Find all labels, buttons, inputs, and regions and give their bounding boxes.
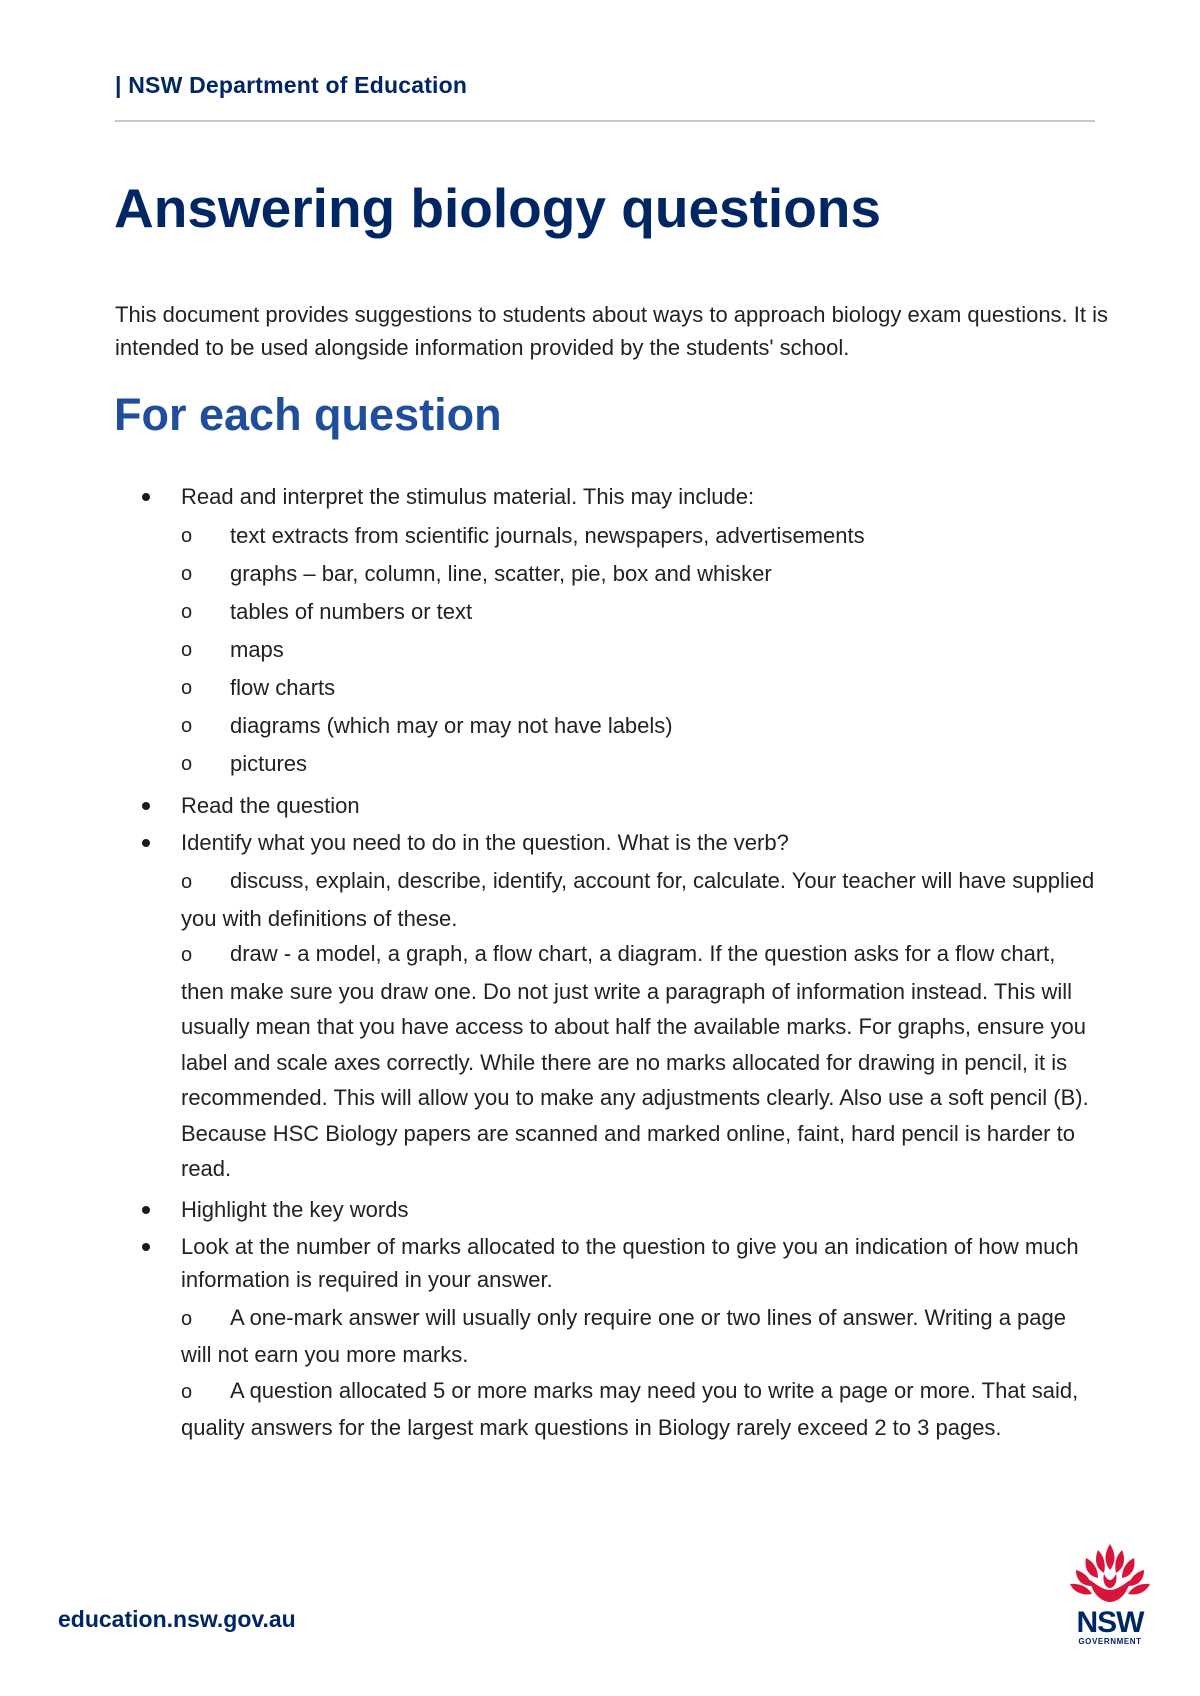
list-item-text: Read and interpret the stimulus material. This may include: [181, 484, 755, 509]
sub-list-item-text: tables of numbers or text [230, 599, 473, 624]
marks-sub-list [0, 1300, 1200, 1446]
circle-bullet-icon: o [181, 677, 193, 699]
circle-bullet-icon: o [181, 639, 193, 661]
sub-list-item [0, 745, 1090, 783]
verb-sub-list [0, 863, 1200, 1187]
sub-paragraph [0, 863, 1101, 936]
sub-paragraph-text: A one-mark answer will usually only require one or two lines of answer. Writing a page will not earn you more marks. [181, 1304, 1066, 1367]
bullet-icon [142, 493, 150, 501]
sub-paragraph [0, 1300, 1101, 1373]
sub-list-item-text: diagrams (which may or may not have labels) [230, 713, 673, 738]
circle-bullet-icon: o [181, 1307, 193, 1330]
list-item [0, 480, 1101, 513]
sub-paragraph-text: A question allocated 5 or more marks may need you to write a page or more. That said, quality answers for the largest mark questions in Biology rarely exceed 2 to 3 pages. [181, 1377, 1079, 1440]
header-divider [115, 120, 1095, 122]
list-item-text: Identify what you need to do in the question. What is the verb? [181, 830, 789, 855]
sub-list-item [0, 707, 1090, 745]
list-item [0, 789, 1101, 822]
sub-list-item [0, 669, 1090, 707]
sub-list-item [0, 631, 1090, 669]
circle-bullet-icon: o [181, 715, 193, 737]
list-item-text: Read the question [181, 793, 360, 818]
header-department: | NSW Department of Education [115, 72, 468, 98]
question-tips-list [0, 480, 1200, 1452]
section-heading: For each question [114, 389, 502, 440]
sub-list-item-text: pictures [230, 751, 308, 776]
sub-list-item-text: text extracts from scientific journals, newspapers, advertisements [230, 523, 865, 548]
list-item [0, 1230, 1101, 1296]
circle-bullet-icon: o [181, 753, 193, 775]
list-item [0, 826, 1101, 859]
nsw-logo-wordmark: NSW [1076, 1606, 1144, 1639]
circle-bullet-icon: o [181, 871, 193, 893]
sub-list-item [0, 517, 1090, 555]
list-item-text: Look at the number of marks allocated to the question to give you an indication of how much information is required in your answer. [181, 1233, 1079, 1292]
circle-bullet-icon: o [181, 1380, 193, 1403]
sub-paragraph [0, 936, 1101, 1187]
sub-list-item-text: maps [230, 637, 284, 662]
bullet-icon [142, 839, 150, 847]
sub-paragraph [0, 1373, 1101, 1446]
sub-list-item [0, 555, 1090, 593]
document-title: Answering biology questions [114, 177, 881, 239]
bullet-icon [142, 1206, 150, 1214]
sub-paragraph-text: draw - a model, a graph, a flow chart, a diagram. If the question asks for a flow chart, then make sure you draw one. Do not just write a paragraph of information instead. This will usually mean that you have access to about half the available marks. For graphs, ensure you label and scale axes correctly. While there are no marks allocated for drawing in pencil, it is recommended. This will allow you to make any adjustments clearly. Also use a soft pencil (B). Because HSC Biology papers are scanned and marked online, faint, hard pencil is harder to read. [181, 941, 1089, 1181]
sub-list-item-text: graphs – bar, column, line, scatter, pie, box and whisker [230, 561, 772, 586]
sub-list-item [0, 593, 1090, 631]
circle-bullet-icon: o [181, 601, 193, 623]
circle-bullet-icon: o [181, 563, 193, 585]
sub-paragraph-text: discuss, explain, describe, identify, account for, calculate. Your teacher will have supplied you with definitions of these. [181, 868, 1095, 931]
circle-bullet-icon: o [181, 525, 193, 547]
list-item-text: Highlight the key words [181, 1196, 409, 1222]
stimulus-sub-list [0, 517, 1200, 783]
circle-bullet-icon: o [181, 944, 193, 966]
intro-paragraph: This document provides suggestions to students about ways to approach biology exam questions. It is intended to be used alongside information provided by the students' school. [115, 302, 1109, 360]
bullet-icon [142, 1243, 150, 1251]
nsw-logo-subtext: GOVERNMENT [1078, 1637, 1142, 1646]
list-item [0, 1193, 1101, 1226]
bullet-icon [142, 802, 150, 810]
footer-website-link[interactable]: education.nsw.gov.au [58, 1606, 296, 1632]
sub-list-item-text: flow charts [230, 675, 336, 700]
